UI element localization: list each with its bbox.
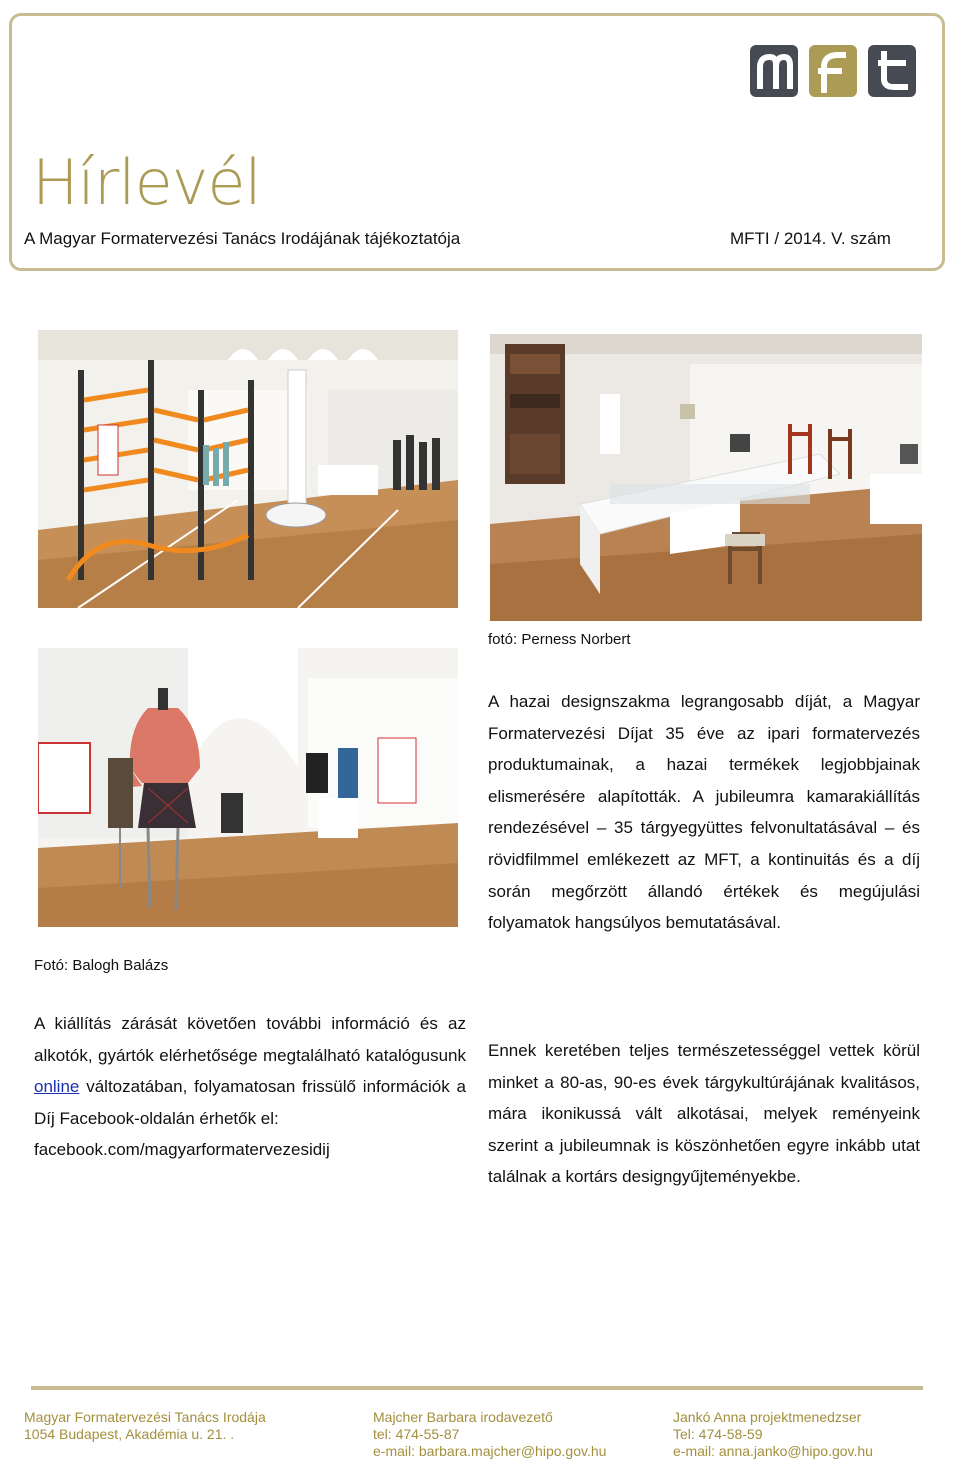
catalogue-text-start: A kiállítás zárását követően további információ és az alkotók, gyártók elérhetősége megtalálható katalógusunk	[34, 1014, 466, 1065]
exhibition-photo-fashion	[38, 648, 458, 927]
janko-phone: Tel: 474-58-59	[673, 1426, 763, 1442]
majcher-phone: tel: 474-55-87	[373, 1426, 460, 1442]
online-catalogue-link[interactable]: online	[34, 1077, 80, 1097]
intro-dash-1: –	[589, 818, 615, 838]
photo-caption-balogh: Fotó: Balogh Balázs	[34, 957, 169, 974]
footer-office	[24, 1409, 266, 1443]
newsletter-title: Hírlevél	[32, 146, 261, 219]
exhibition-photo-climbing-frame	[38, 330, 458, 608]
janko-name-role: Jankó Anna projektmenedzser	[673, 1409, 862, 1425]
facebook-url: facebook.com/magyarformatervezesidij	[34, 1140, 330, 1160]
intro-dash-2: –	[877, 818, 903, 838]
intro-text-middle: 35 tárgyegyüttes felvonultatásával	[614, 818, 878, 838]
newsletter-subtitle: A Magyar Formatervezési Tanács Irodájának tájékoztatója	[24, 229, 461, 248]
intro-paragraph	[488, 686, 920, 939]
intro-text-start: A hazai designszakma legrangosabb díját, a Magyar Formatervezési Díjat 35 éve az ipari formatervezés produktumainak, a hazai termékek legjobbjainak elismerésére alapították. A jubileumra kamarakiállítás rendezésével	[488, 692, 920, 838]
footer-contact-majcher	[373, 1409, 606, 1460]
footer-divider	[31, 1386, 923, 1390]
catalogue-text-end: változatában, folyamatosan frissülő információk a Díj Facebook-oldalán érhetők el:	[34, 1077, 466, 1128]
exhibition-photo-design-objects	[490, 334, 922, 621]
office-address: 1054 Budapest, Akadémia u. 21. .	[24, 1426, 235, 1442]
janko-email[interactable]: e-mail: anna.janko@hipo.gov.hu	[673, 1443, 873, 1459]
intro-text-end: és rövidfilmmel emlékezett az MFT, a kontinuitás és a díj során megőrzött állandó értékek és megújulási folyamatok hangsúlyos bemutatásával.	[488, 818, 920, 933]
footer-contact-janko	[673, 1409, 873, 1460]
office-name: Magyar Formatervezési Tanács Irodája	[24, 1409, 266, 1425]
photo-caption-perness: fotó: Perness Norbert	[488, 631, 631, 648]
issue-number: MFTI / 2014. V. szám	[730, 229, 891, 248]
majcher-name-role: Majcher Barbara irodavezető	[373, 1409, 553, 1425]
mft-logo	[750, 45, 916, 97]
majcher-email[interactable]: e-mail: barbara.majcher@hipo.gov.hu	[373, 1443, 607, 1459]
collection-paragraph: Ennek keretében teljes természetességgel vettek körül minket a 80-as, 90-es évek tárgykultúrájának kvalitásos, mára ikonikussá vált alkotásai, melyek reményeink szerint a jubileumnak is köszönhetően egyre inkább utat találnak a kortárs designgyűjteményekbe.	[488, 1041, 920, 1187]
catalogue-paragraph	[34, 1008, 466, 1166]
